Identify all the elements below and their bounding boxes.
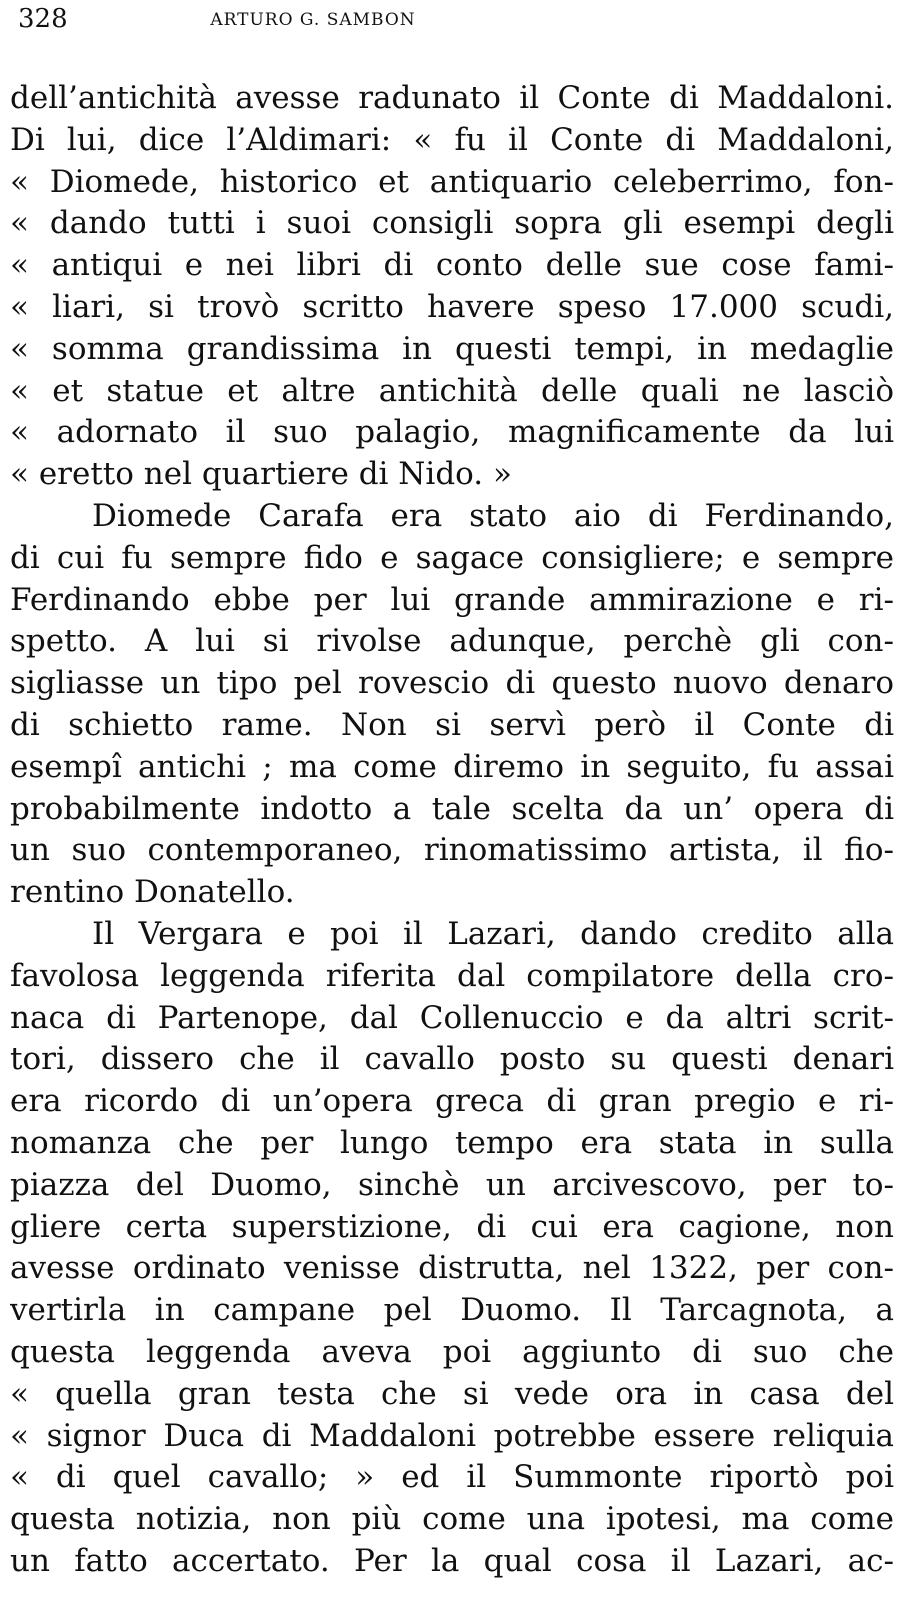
text-line: « liari, si trovò scritto havere speso 17.000 scudi, <box>10 288 894 325</box>
text-line: dell’antichità avesse radunato il Conte di Maddaloni. <box>10 80 894 116</box>
text-line: « eretto nel quartiere di Nido. » <box>10 456 512 493</box>
text-line: rentino Donatello. <box>10 874 295 911</box>
text-line: esempî antichi ; ma come diremo in seguito, fu assai <box>10 748 894 785</box>
running-head: ARTURO G. SAMBON <box>210 10 416 30</box>
text-line: questa notizia, non più come una ipotesi, ma come <box>10 1501 894 1538</box>
text-line: Diomede Carafa era stato aio di Ferdinando, <box>92 497 894 534</box>
page-number: 328 <box>18 4 68 34</box>
text-line: « antiqui e nei libri di conto delle sue cose fami- <box>10 247 894 284</box>
text-line: « et statue et altre antichità delle quali ne lasciò <box>10 372 894 409</box>
text-line: questa leggenda aveva poi aggiunto di suo che <box>10 1333 894 1370</box>
text-line: « di quel cavallo; » ed il Summonte riportò poi <box>10 1459 894 1496</box>
text-line: avesse ordinato venisse distrutta, nel 1322, per con- <box>10 1250 894 1287</box>
text-line: naca di Partenope, dal Collenuccio e da altri scrit- <box>10 999 894 1036</box>
text-line: vertirla in campane pel Duomo. Il Tarcagnota, a <box>10 1292 894 1329</box>
text-line: Il Vergara e poi il Lazari, dando credito alla <box>92 915 894 952</box>
text-line: probabilmente indotto a tale scelta da un’ opera di <box>10 790 894 827</box>
text-line: un fatto accertato. Per la qual cosa il Lazari, ac- <box>10 1542 894 1579</box>
page-header <box>18 3 898 35</box>
text-line: di schietto rame. Non si servì però il Conte di <box>10 706 894 743</box>
text-line: « dando tutti i suoi consigli sopra gli esempi degli <box>10 205 894 242</box>
text-line: piazza del Duomo, sinchè un arcivescovo, per to- <box>10 1166 894 1203</box>
body-text <box>10 78 894 1583</box>
text-line: un suo contemporaneo, rinomatissimo artista, il fio- <box>10 832 894 869</box>
text-line: nomanza che per lungo tempo era stata in sulla <box>10 1124 894 1161</box>
text-line: Ferdinando ebbe per lui grande ammirazione e ri- <box>10 581 894 618</box>
text-line: di cui fu sempre fido e sagace consigliere; e sempre <box>10 539 894 576</box>
text-line: favolosa leggenda riferita dal compilatore della cro- <box>10 957 894 994</box>
text-line: Di lui, dice l’Aldimari: « fu il Conte di Maddaloni, <box>10 121 894 158</box>
text-line: « adornato il suo palagio, magnificamente da lui <box>10 414 894 451</box>
text-line: « somma grandissima in questi tempi, in medaglie <box>10 330 894 367</box>
text-line: « quella gran testa che si vede ora in casa del <box>10 1375 894 1412</box>
text-line: spetto. A lui si rivolse adunque, perchè gli con- <box>10 623 894 660</box>
text-line: tori, dissero che il cavallo posto su questi denari <box>10 1041 894 1078</box>
text-line: « Diomede, historico et antiquario celeberrimo, fon- <box>10 163 894 200</box>
text-line: gliere certa superstizione, di cui era cagione, non <box>10 1208 894 1245</box>
text-line: « signor Duca di Maddaloni potrebbe essere reliquia <box>10 1417 894 1454</box>
text-line: sigliasse un tipo pel rovescio di questo nuovo denaro <box>10 665 894 702</box>
text-line: era ricordo di un’opera greca di gran pregio e ri- <box>10 1083 894 1120</box>
